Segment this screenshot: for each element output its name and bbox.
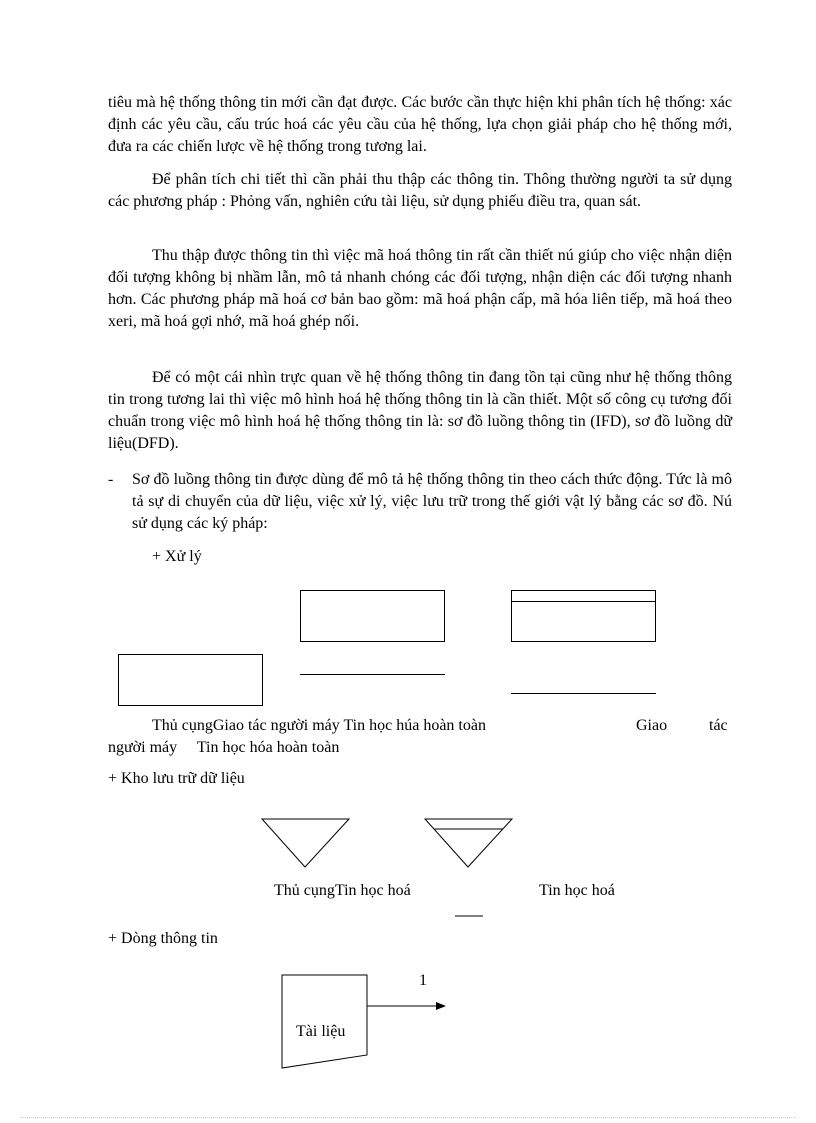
flow-arrow-head [436, 1002, 446, 1010]
processing-caption-line1: Thủ cụngGiao tác người máy Tin học húa hoàn toàn [152, 717, 486, 734]
paragraph-1: tiêu mà hệ thống thông tin mới cần đạt được. Các bước cần thực hiện khi phân tích hệ thống: xác định các yêu cầu, cấu trúc hoá các yêu cầu của hệ thống, lựa chọn giải pháp cho hệ thống mới, đưa ra các chiến lược về hệ thống trong tương lai. [108, 94, 732, 155]
processing-heading: + Xử lý [152, 548, 202, 565]
storage-heading: + Kho lưu trữ dữ liệu [108, 770, 245, 787]
storage-caption-right: Tin học hoá [539, 882, 615, 899]
flow-arrow-label: 1 [419, 972, 427, 989]
processing-caption-tac: tác [709, 717, 728, 734]
document-label: Tài liệu [296, 1023, 346, 1040]
paragraph-4: Để có một cái nhìn trực quan về hệ thống thông tin đang tồn tại cũng như hệ thống thông tin trong tương lai thì việc mô hình hoá hệ thống thông tin là cần thiết. Một số công cụ tương đối chuẩn trong việc mô hình hoá hệ thống thông tin là: sơ đồ luồng thông tin (IFD), sơ đồ luồng dữ liệu(DFD). [108, 369, 732, 452]
bullet-text: Sơ đồ luồng thông tin được dùng để mô tả hệ thống thông tin theo cách thức động. Tức là mô tả sự di chuyển của dữ liệu, việc xử lý, việc lưu trữ trong thế giới vật lý bằng các sơ đồ. Nú sử dụng các ký pháp: [132, 471, 732, 532]
paragraph-3: Thu thập được thông tin thì việc mã hoá thông tin rất cần thiết nú giúp cho việc nhận diện đối tượng không bị nhầm lẫn, mô tả nhanh chóng các đối tượng, nhận diện các đối tượng nhanh hơn. Các phương pháp mã hoá cơ bản bao gồm: mã hoá phận cấp, mã hóa liên tiếp, mã hoá theo xeri, mã hoá gợi nhớ, mã hoá ghép nối. [108, 247, 732, 330]
processing-caption-giao: Giao [636, 717, 668, 734]
storage-caption-left: Thủ cụngTin học hoá [274, 882, 411, 899]
page-bottom-border [20, 1117, 796, 1118]
paragraph-2: Để phân tích chi tiết thì cần phải thu thập các thông tin. Thông thường người ta sử dụng các phương pháp : Phỏng vấn, nghiên cứu tài liệu, sử dụng phiếu điều tra, quan sát. [108, 171, 732, 210]
bullet-marker: - [108, 471, 114, 488]
flow-heading: + Dòng thông tin [108, 930, 218, 947]
processing-caption-line2: người máy Tin học hóa hoàn toàn [108, 739, 340, 756]
